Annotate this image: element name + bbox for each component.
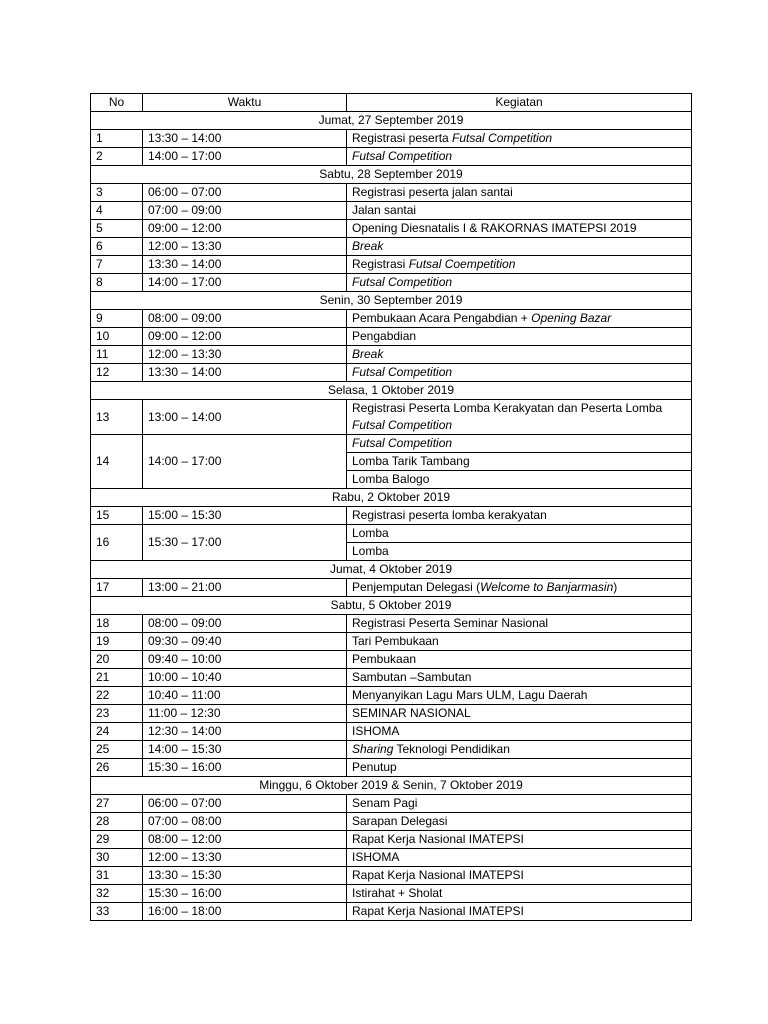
table-row	[91, 148, 692, 166]
day-header-row	[91, 166, 692, 184]
row-number: 5	[91, 220, 143, 238]
row-number: 4	[91, 202, 143, 220]
row-time: 15:30 – 16:00	[143, 759, 347, 777]
row-time: 07:00 – 09:00	[143, 202, 347, 220]
row-number: 19	[91, 633, 143, 651]
activity-text: Sambutan –Sambutan	[352, 670, 472, 684]
day-header-row	[91, 597, 692, 615]
row-activity	[347, 238, 692, 256]
row-number: 16	[91, 525, 143, 561]
row-time: 16:00 – 18:00	[143, 903, 347, 921]
day-label: Rabu, 2 Oktober 2019	[91, 489, 692, 507]
day-label: Senin, 30 September 2019	[91, 292, 692, 310]
row-time: 13:30 – 14:00	[143, 130, 347, 148]
row-activity	[347, 364, 692, 382]
row-number: 33	[91, 903, 143, 921]
activity-text: Registrasi peserta lomba kerakyatan	[352, 508, 547, 522]
row-number: 9	[91, 310, 143, 328]
row-activity	[347, 220, 692, 238]
activity-text: )	[613, 580, 618, 594]
row-activity	[347, 867, 692, 885]
row-number: 10	[91, 328, 143, 346]
activity-text: Rapat Kerja Nasional IMATEPSI	[352, 868, 524, 882]
row-activity	[347, 633, 692, 651]
row-activity	[347, 346, 692, 364]
row-activity	[347, 795, 692, 813]
row-number: 11	[91, 346, 143, 364]
row-activity	[347, 903, 692, 921]
row-time: 14:00 – 17:00	[143, 274, 347, 292]
row-time: 09:00 – 12:00	[143, 328, 347, 346]
table-row	[91, 220, 692, 238]
row-number: 32	[91, 885, 143, 903]
table-row	[91, 400, 692, 435]
row-number: 18	[91, 615, 143, 633]
table-row	[91, 867, 692, 885]
activity-text: Futsal Competition	[352, 365, 453, 379]
row-activity	[347, 579, 692, 597]
day-label: Jumat, 27 September 2019	[91, 112, 692, 130]
table-row	[91, 759, 692, 777]
activity-text: Penutup	[352, 760, 397, 774]
row-time: 12:00 – 13:30	[143, 346, 347, 364]
row-time: 15:30 – 17:00	[143, 525, 347, 561]
row-activity	[347, 148, 692, 166]
activity-text: Lomba	[352, 544, 389, 558]
row-number: 6	[91, 238, 143, 256]
row-number: 20	[91, 651, 143, 669]
table-row	[91, 795, 692, 813]
activity-text: Rapat Kerja Nasional IMATEPSI	[352, 904, 524, 918]
row-number: 26	[91, 759, 143, 777]
row-activity	[347, 705, 692, 723]
row-time: 08:00 – 09:00	[143, 615, 347, 633]
row-time: 08:00 – 12:00	[143, 831, 347, 849]
row-activity	[347, 310, 692, 328]
table-row	[91, 615, 692, 633]
activity-text: Futsal Competition	[352, 149, 453, 163]
activity-text: Lomba Balogo	[352, 472, 430, 486]
row-activity	[347, 741, 692, 759]
activity-text: Opening Bazar	[531, 311, 612, 325]
activity-text: Welcome to Banjarmasin	[480, 580, 614, 594]
day-label: Jumat, 4 Oktober 2019	[91, 561, 692, 579]
activity-text: Senam Pagi	[352, 796, 418, 810]
row-activity	[347, 130, 692, 148]
row-number: 14	[91, 435, 143, 489]
day-label: Sabtu, 5 Oktober 2019	[91, 597, 692, 615]
activity-text: Teknologi Pendidikan	[393, 742, 510, 756]
activity-text: Pengabdian	[352, 329, 417, 343]
table-row	[91, 633, 692, 651]
row-number: 31	[91, 867, 143, 885]
activity-text: Penjemputan Delegasi (	[352, 580, 481, 594]
row-activity	[347, 543, 692, 561]
row-activity	[347, 184, 692, 202]
row-time: 06:00 – 07:00	[143, 184, 347, 202]
row-time: 13:00 – 14:00	[143, 400, 347, 435]
activity-text: Futsal Coempetition	[408, 257, 516, 271]
row-activity	[347, 651, 692, 669]
row-time: 12:30 – 14:00	[143, 723, 347, 741]
row-time: 09:30 – 09:40	[143, 633, 347, 651]
row-time: 12:00 – 13:30	[143, 238, 347, 256]
day-header-row	[91, 561, 692, 579]
table-row	[91, 130, 692, 148]
table-row	[91, 525, 692, 543]
table-header-row	[91, 94, 692, 112]
row-activity	[347, 453, 692, 471]
row-activity	[347, 400, 692, 435]
activity-text: Break	[352, 347, 384, 361]
schedule-table	[90, 93, 692, 921]
table-row	[91, 274, 692, 292]
row-time: 09:00 – 12:00	[143, 220, 347, 238]
table-row	[91, 723, 692, 741]
header-kegiatan: Kegiatan	[347, 94, 692, 112]
activity-text: Sharing	[352, 742, 394, 756]
table-row	[91, 346, 692, 364]
activity-text: Futsal Competition	[352, 436, 453, 450]
row-time: 14:00 – 17:00	[143, 435, 347, 489]
day-header-row	[91, 292, 692, 310]
row-activity	[347, 831, 692, 849]
row-time: 07:00 – 08:00	[143, 813, 347, 831]
activity-text: Menyanyikan Lagu Mars ULM, Lagu Daerah	[352, 688, 588, 702]
day-header-row	[91, 382, 692, 400]
table-row	[91, 705, 692, 723]
header-no: No	[91, 94, 143, 112]
table-row	[91, 651, 692, 669]
row-activity	[347, 507, 692, 525]
row-number: 24	[91, 723, 143, 741]
activity-text: Lomba Tarik Tambang	[352, 454, 470, 468]
row-time: 14:00 – 15:30	[143, 741, 347, 759]
activity-text: Pembukaan Acara Pengabdian +	[352, 311, 532, 325]
row-time: 14:00 – 17:00	[143, 148, 347, 166]
table-row	[91, 238, 692, 256]
day-header-row	[91, 489, 692, 507]
row-time: 06:00 – 07:00	[143, 795, 347, 813]
table-row	[91, 435, 692, 453]
table-row	[91, 184, 692, 202]
day-label: Selasa, 1 Oktober 2019	[91, 382, 692, 400]
schedule-body	[91, 112, 692, 921]
table-row	[91, 687, 692, 705]
row-number: 30	[91, 849, 143, 867]
row-number: 28	[91, 813, 143, 831]
row-activity	[347, 328, 692, 346]
table-row	[91, 364, 692, 382]
row-activity	[347, 669, 692, 687]
day-label: Sabtu, 28 September 2019	[91, 166, 692, 184]
activity-text: Registrasi Peserta Lomba Kerakyatan dan Peserta Lomba	[352, 401, 663, 415]
row-number: 7	[91, 256, 143, 274]
activity-text: Futsal Competition	[452, 131, 553, 145]
row-number: 29	[91, 831, 143, 849]
activity-text: Jalan santai	[352, 203, 417, 217]
row-number: 2	[91, 148, 143, 166]
row-time: 09:40 – 10:00	[143, 651, 347, 669]
header-waktu: Waktu	[143, 94, 347, 112]
table-row	[91, 202, 692, 220]
row-activity	[347, 687, 692, 705]
activity-text: Opening Diesnatalis I & RAKORNAS IMATEPSI 2019	[352, 221, 637, 235]
activity-text: ISHOMA	[352, 724, 400, 738]
table-row	[91, 741, 692, 759]
row-activity	[347, 885, 692, 903]
table-row	[91, 328, 692, 346]
row-activity	[347, 274, 692, 292]
activity-text: Registrasi peserta	[352, 131, 453, 145]
day-header-row	[91, 112, 692, 130]
activity-text: Futsal Competition	[352, 418, 453, 432]
row-time: 10:40 – 11:00	[143, 687, 347, 705]
row-time: 13:30 – 15:30	[143, 867, 347, 885]
row-activity	[347, 256, 692, 274]
row-time: 13:00 – 21:00	[143, 579, 347, 597]
table-row	[91, 256, 692, 274]
activity-text: Tari Pembukaan	[352, 634, 439, 648]
row-activity	[347, 849, 692, 867]
row-activity	[347, 471, 692, 489]
table-row	[91, 813, 692, 831]
row-time: 15:00 – 15:30	[143, 507, 347, 525]
activity-text: SEMINAR NASIONAL	[352, 706, 471, 720]
day-header-row	[91, 777, 692, 795]
table-row	[91, 507, 692, 525]
row-number: 1	[91, 130, 143, 148]
row-number: 15	[91, 507, 143, 525]
day-label: Minggu, 6 Oktober 2019 & Senin, 7 Oktober 2019	[91, 777, 692, 795]
row-time: 13:30 – 14:00	[143, 256, 347, 274]
table-row	[91, 310, 692, 328]
activity-text: Pembukaan	[352, 652, 417, 666]
table-row	[91, 849, 692, 867]
row-number: 12	[91, 364, 143, 382]
activity-text: Rapat Kerja Nasional IMATEPSI	[352, 832, 524, 846]
row-activity	[347, 435, 692, 453]
row-number: 27	[91, 795, 143, 813]
row-time: 08:00 – 09:00	[143, 310, 347, 328]
row-time: 15:30 – 16:00	[143, 885, 347, 903]
row-time: 11:00 – 12:30	[143, 705, 347, 723]
table-row	[91, 669, 692, 687]
row-number: 22	[91, 687, 143, 705]
activity-text: Registrasi peserta jalan santai	[352, 185, 513, 199]
table-row	[91, 885, 692, 903]
table-row	[91, 831, 692, 849]
row-activity	[347, 813, 692, 831]
row-time: 10:00 – 10:40	[143, 669, 347, 687]
row-activity	[347, 525, 692, 543]
row-number: 23	[91, 705, 143, 723]
row-time: 12:00 – 13:30	[143, 849, 347, 867]
row-time: 13:30 – 14:00	[143, 364, 347, 382]
activity-text: Istirahat + Sholat	[352, 886, 443, 900]
activity-text: Registrasi	[352, 257, 409, 271]
row-activity	[347, 759, 692, 777]
row-number: 17	[91, 579, 143, 597]
row-number: 8	[91, 274, 143, 292]
activity-text: Sarapan Delegasi	[352, 814, 448, 828]
table-row	[91, 579, 692, 597]
row-number: 3	[91, 184, 143, 202]
row-number: 25	[91, 741, 143, 759]
activity-text: ISHOMA	[352, 850, 400, 864]
table-row	[91, 903, 692, 921]
row-activity	[347, 615, 692, 633]
activity-text: Break	[352, 239, 384, 253]
row-number: 13	[91, 400, 143, 435]
row-activity	[347, 202, 692, 220]
activity-text: Registrasi Peserta Seminar Nasional	[352, 616, 549, 630]
activity-text: Lomba	[352, 526, 389, 540]
row-number: 21	[91, 669, 143, 687]
row-activity	[347, 723, 692, 741]
activity-text: Futsal Competition	[352, 275, 453, 289]
